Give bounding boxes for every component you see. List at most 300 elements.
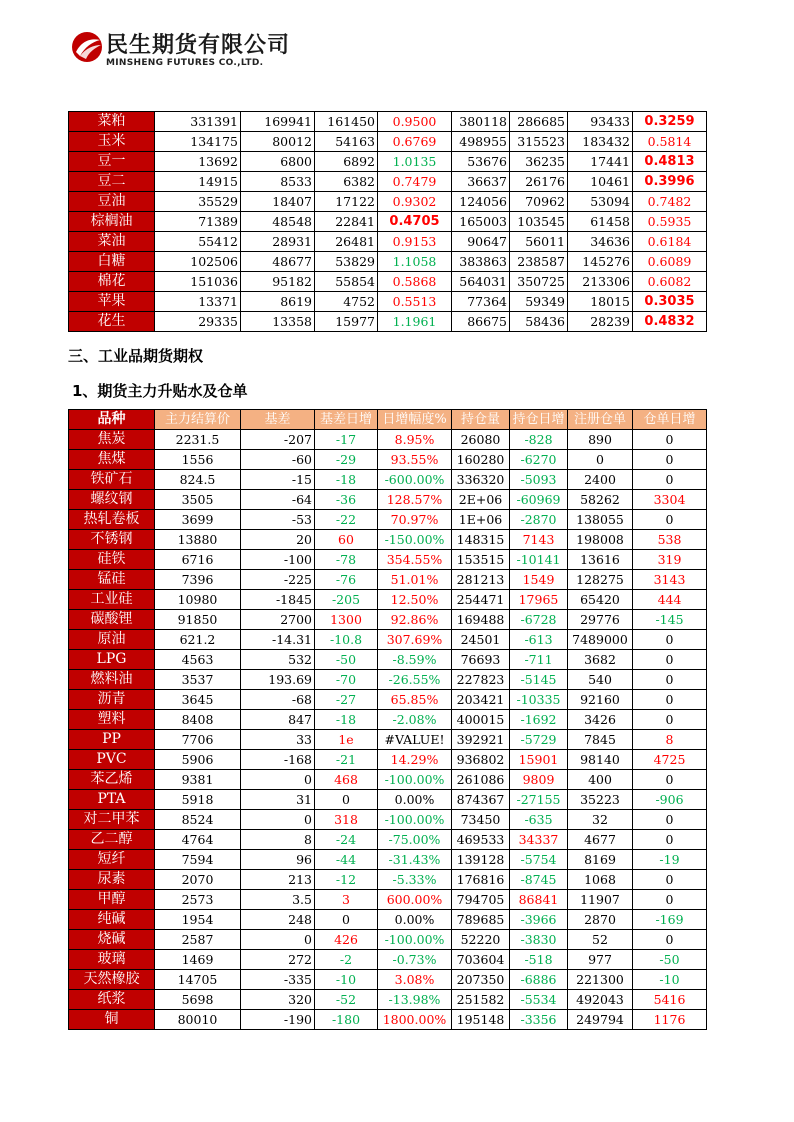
receipt-change-cell: 0 [633, 890, 707, 910]
table-row [69, 810, 707, 830]
basis-cell: -64 [241, 490, 315, 510]
table-row [69, 172, 707, 192]
pct-change-cell: 51.01% [378, 570, 452, 590]
pct-change-cell: 0.00% [378, 790, 452, 810]
basis-cell: 96 [241, 850, 315, 870]
basis-change-cell: 318 [315, 810, 378, 830]
table-row [69, 630, 707, 650]
row-label: 玉米 [69, 132, 155, 152]
basis-change-cell: 468 [315, 770, 378, 790]
warehouse-receipt-cell: 977 [568, 950, 633, 970]
settle-price-cell: 7396 [155, 570, 241, 590]
ratio-cell: 0.4705 [378, 212, 452, 232]
row-label: 玻璃 [69, 950, 155, 970]
table-row [69, 272, 707, 292]
oi-change-cell: -3830 [510, 930, 568, 950]
pct-change-cell: #VALUE! [378, 730, 452, 750]
column-header: 品种 [69, 410, 155, 430]
table-row [69, 212, 707, 232]
open-interest-cell: 336320 [452, 470, 510, 490]
ratio-cell: 0.6184 [633, 232, 707, 252]
table-cell: 238587 [510, 252, 568, 272]
basis-change-cell: -10 [315, 970, 378, 990]
table-row [69, 990, 707, 1010]
warehouse-receipt-cell: 2870 [568, 910, 633, 930]
ratio-cell: 0.5814 [633, 132, 707, 152]
column-header: 基差 [241, 410, 315, 430]
open-interest-cell: 203421 [452, 690, 510, 710]
open-interest-cell: 874367 [452, 790, 510, 810]
table-cell: 26176 [510, 172, 568, 192]
row-label: 短纤 [69, 850, 155, 870]
row-label: 沥青 [69, 690, 155, 710]
ratio-cell: 1.1961 [378, 312, 452, 332]
row-label: 豆二 [69, 172, 155, 192]
warehouse-receipt-cell: 13616 [568, 550, 633, 570]
table-row [69, 1010, 707, 1030]
pct-change-cell: -100.00% [378, 810, 452, 830]
table-cell: 53676 [452, 152, 510, 172]
receipt-change-cell: 8 [633, 730, 707, 750]
oi-change-cell: -5093 [510, 470, 568, 490]
pct-change-cell: -31.43% [378, 850, 452, 870]
pct-change-cell: 354.55% [378, 550, 452, 570]
table-cell: 151036 [155, 272, 241, 292]
table-cell: 124056 [452, 192, 510, 212]
basis-change-cell: 3 [315, 890, 378, 910]
oi-change-cell: -10141 [510, 550, 568, 570]
table-cell: 55854 [315, 272, 378, 292]
oi-change-cell: -27155 [510, 790, 568, 810]
open-interest-cell: 400015 [452, 710, 510, 730]
row-label: 纸浆 [69, 990, 155, 1010]
basis-change-cell: -44 [315, 850, 378, 870]
warehouse-receipt-cell: 890 [568, 430, 633, 450]
basis-cell: -100 [241, 550, 315, 570]
settle-price-cell: 6716 [155, 550, 241, 570]
warehouse-receipt-cell: 7489000 [568, 630, 633, 650]
basis-cell: 847 [241, 710, 315, 730]
basis-change-cell: -70 [315, 670, 378, 690]
open-interest-cell: 936802 [452, 750, 510, 770]
warehouse-receipt-cell: 98140 [568, 750, 633, 770]
table-cell: 4752 [315, 292, 378, 312]
row-label: 白糖 [69, 252, 155, 272]
pct-change-cell: -75.00% [378, 830, 452, 850]
subsection-title: 1、期货主力升贴水及仓单 [72, 382, 248, 400]
pct-change-cell: 92.86% [378, 610, 452, 630]
open-interest-cell: 251582 [452, 990, 510, 1010]
table-row [69, 730, 707, 750]
ratio-cell: 0.5513 [378, 292, 452, 312]
ratio-cell: 0.4832 [633, 312, 707, 332]
basis-change-cell: 0 [315, 910, 378, 930]
oi-change-cell: -635 [510, 810, 568, 830]
row-label: 原油 [69, 630, 155, 650]
settle-price-cell: 2587 [155, 930, 241, 950]
warehouse-receipt-cell: 92160 [568, 690, 633, 710]
open-interest-cell: 24501 [452, 630, 510, 650]
basis-cell: 0 [241, 930, 315, 950]
open-interest-cell: 169488 [452, 610, 510, 630]
receipt-change-cell: -169 [633, 910, 707, 930]
pct-change-cell: 307.69% [378, 630, 452, 650]
table-cell: 380118 [452, 112, 510, 132]
receipt-change-cell: 3304 [633, 490, 707, 510]
pct-change-cell: 65.85% [378, 690, 452, 710]
pct-change-cell: 1800.00% [378, 1010, 452, 1030]
receipt-change-cell: 0 [633, 770, 707, 790]
pct-change-cell: -26.55% [378, 670, 452, 690]
row-label: 苹果 [69, 292, 155, 312]
basis-change-cell: -50 [315, 650, 378, 670]
table-row [69, 430, 707, 450]
pct-change-cell: -100.00% [378, 770, 452, 790]
table-row [69, 850, 707, 870]
row-label: 螺纹钢 [69, 490, 155, 510]
ratio-cell: 0.5868 [378, 272, 452, 292]
settle-price-cell: 3537 [155, 670, 241, 690]
row-label: 豆一 [69, 152, 155, 172]
pct-change-cell: -600.00% [378, 470, 452, 490]
open-interest-cell: 139128 [452, 850, 510, 870]
table-row [69, 790, 707, 810]
agri-ratio-table [68, 111, 707, 332]
table-cell: 59349 [510, 292, 568, 312]
oi-change-cell: 1549 [510, 570, 568, 590]
settle-price-cell: 7594 [155, 850, 241, 870]
oi-change-cell: -6886 [510, 970, 568, 990]
table-cell: 28239 [568, 312, 633, 332]
basis-warehouse-table [68, 409, 707, 1030]
table-row [69, 930, 707, 950]
table-cell: 53829 [315, 252, 378, 272]
basis-change-cell: -205 [315, 590, 378, 610]
table-cell: 165003 [452, 212, 510, 232]
table-cell: 102506 [155, 252, 241, 272]
section-title: 三、工业品期货期权 [68, 347, 204, 365]
oi-change-cell: 34337 [510, 830, 568, 850]
receipt-change-cell: -906 [633, 790, 707, 810]
basis-change-cell: -18 [315, 710, 378, 730]
open-interest-cell: 281213 [452, 570, 510, 590]
column-header: 持仓日增 [510, 410, 568, 430]
oi-change-cell: -2870 [510, 510, 568, 530]
receipt-change-cell: -50 [633, 950, 707, 970]
row-label: 硅铁 [69, 550, 155, 570]
table-cell: 58436 [510, 312, 568, 332]
open-interest-cell: 469533 [452, 830, 510, 850]
open-interest-cell: 52220 [452, 930, 510, 950]
receipt-change-cell: 0 [633, 510, 707, 530]
row-label: 豆油 [69, 192, 155, 212]
receipt-change-cell: 0 [633, 690, 707, 710]
row-label: 棕榈油 [69, 212, 155, 232]
oi-change-cell: 15901 [510, 750, 568, 770]
table-cell: 13692 [155, 152, 241, 172]
basis-change-cell: -17 [315, 430, 378, 450]
receipt-change-cell: 3143 [633, 570, 707, 590]
ratio-cell: 0.6082 [633, 272, 707, 292]
receipt-change-cell: -10 [633, 970, 707, 990]
settle-price-cell: 5918 [155, 790, 241, 810]
row-label: 苯乙烯 [69, 770, 155, 790]
table-cell: 17441 [568, 152, 633, 172]
row-label: 乙二醇 [69, 830, 155, 850]
warehouse-receipt-cell: 65420 [568, 590, 633, 610]
row-label: 热轧卷板 [69, 510, 155, 530]
warehouse-receipt-cell: 1068 [568, 870, 633, 890]
oi-change-cell: -10335 [510, 690, 568, 710]
basis-change-cell: -21 [315, 750, 378, 770]
table-cell: 564031 [452, 272, 510, 292]
table-cell: 8533 [241, 172, 315, 192]
ratio-cell: 0.9153 [378, 232, 452, 252]
basis-cell: -190 [241, 1010, 315, 1030]
row-label: 焦煤 [69, 450, 155, 470]
table-cell: 93433 [568, 112, 633, 132]
table-row [69, 450, 707, 470]
ratio-cell: 0.4813 [633, 152, 707, 172]
row-label: 碳酸锂 [69, 610, 155, 630]
settle-price-cell: 3699 [155, 510, 241, 530]
table-row [69, 670, 707, 690]
table-row [69, 530, 707, 550]
open-interest-cell: 73450 [452, 810, 510, 830]
oi-change-cell: -5729 [510, 730, 568, 750]
pct-change-cell: 93.55% [378, 450, 452, 470]
ratio-cell: 0.7479 [378, 172, 452, 192]
oi-change-cell: -6270 [510, 450, 568, 470]
table-row [69, 890, 707, 910]
pct-change-cell: 3.08% [378, 970, 452, 990]
row-label: PVC [69, 750, 155, 770]
basis-cell: -335 [241, 970, 315, 990]
ratio-cell: 0.6769 [378, 132, 452, 152]
basis-cell: -1845 [241, 590, 315, 610]
table-cell: 286685 [510, 112, 568, 132]
oi-change-cell: -828 [510, 430, 568, 450]
receipt-change-cell: 4725 [633, 750, 707, 770]
table-cell: 383863 [452, 252, 510, 272]
oi-change-cell: 17965 [510, 590, 568, 610]
settle-price-cell: 5906 [155, 750, 241, 770]
basis-change-cell: -2 [315, 950, 378, 970]
settle-price-cell: 3645 [155, 690, 241, 710]
settle-price-cell: 80010 [155, 1010, 241, 1030]
settle-price-cell: 2573 [155, 890, 241, 910]
settle-price-cell: 8408 [155, 710, 241, 730]
warehouse-receipt-cell: 138055 [568, 510, 633, 530]
ratio-cell: 0.5935 [633, 212, 707, 232]
open-interest-cell: 794705 [452, 890, 510, 910]
warehouse-receipt-cell: 540 [568, 670, 633, 690]
table-cell: 36637 [452, 172, 510, 192]
table-cell: 6382 [315, 172, 378, 192]
settle-price-cell: 13880 [155, 530, 241, 550]
pct-change-cell: -8.59% [378, 650, 452, 670]
basis-cell: 0 [241, 810, 315, 830]
pct-change-cell: 600.00% [378, 890, 452, 910]
oi-change-cell: 9809 [510, 770, 568, 790]
table-row [69, 192, 707, 212]
pct-change-cell: -0.73% [378, 950, 452, 970]
table-row [69, 292, 707, 312]
receipt-change-cell: 444 [633, 590, 707, 610]
basis-change-cell: 0 [315, 790, 378, 810]
table-cell: 213306 [568, 272, 633, 292]
table-cell: 80012 [241, 132, 315, 152]
basis-cell: 0 [241, 770, 315, 790]
basis-cell: 31 [241, 790, 315, 810]
ratio-cell: 0.3035 [633, 292, 707, 312]
oi-change-cell: 86841 [510, 890, 568, 910]
receipt-change-cell: 0 [633, 930, 707, 950]
open-interest-cell: 207350 [452, 970, 510, 990]
receipt-change-cell: 1176 [633, 1010, 707, 1030]
warehouse-receipt-cell: 8169 [568, 850, 633, 870]
warehouse-receipt-cell: 32 [568, 810, 633, 830]
open-interest-cell: 261086 [452, 770, 510, 790]
settle-price-cell: 2231.5 [155, 430, 241, 450]
settle-price-cell: 1556 [155, 450, 241, 470]
pct-change-cell: -5.33% [378, 870, 452, 890]
table-row [69, 550, 707, 570]
settle-price-cell: 8524 [155, 810, 241, 830]
settle-price-cell: 824.5 [155, 470, 241, 490]
row-label: 塑料 [69, 710, 155, 730]
column-header: 持仓量 [452, 410, 510, 430]
row-label: 棉花 [69, 272, 155, 292]
row-label: 纯碱 [69, 910, 155, 930]
ratio-cell: 1.1058 [378, 252, 452, 272]
table-row [69, 312, 707, 332]
receipt-change-cell: 0 [633, 830, 707, 850]
row-label: 菜粕 [69, 112, 155, 132]
pct-change-cell: 14.29% [378, 750, 452, 770]
warehouse-receipt-cell: 3426 [568, 710, 633, 730]
table-cell: 315523 [510, 132, 568, 152]
row-label: 不锈钢 [69, 530, 155, 550]
open-interest-cell: 254471 [452, 590, 510, 610]
settle-price-cell: 621.2 [155, 630, 241, 650]
oi-change-cell: -3356 [510, 1010, 568, 1030]
receipt-change-cell: -145 [633, 610, 707, 630]
table-row [69, 950, 707, 970]
settle-price-cell: 3505 [155, 490, 241, 510]
warehouse-receipt-cell: 58262 [568, 490, 633, 510]
table-row [69, 690, 707, 710]
oi-change-cell: -613 [510, 630, 568, 650]
open-interest-cell: 148315 [452, 530, 510, 550]
basis-change-cell: -12 [315, 870, 378, 890]
table-cell: 13358 [241, 312, 315, 332]
warehouse-receipt-cell: 249794 [568, 1010, 633, 1030]
basis-change-cell: -76 [315, 570, 378, 590]
ratio-cell: 1.0135 [378, 152, 452, 172]
pct-change-cell: 128.57% [378, 490, 452, 510]
row-label: 甲醇 [69, 890, 155, 910]
pct-change-cell: 8.95% [378, 430, 452, 450]
oi-change-cell: -5534 [510, 990, 568, 1010]
ratio-cell: 0.9302 [378, 192, 452, 212]
row-label: PTA [69, 790, 155, 810]
basis-cell: -207 [241, 430, 315, 450]
receipt-change-cell: 5416 [633, 990, 707, 1010]
oi-change-cell: -6728 [510, 610, 568, 630]
receipt-change-cell: -19 [633, 850, 707, 870]
basis-cell: 3.5 [241, 890, 315, 910]
table-cell: 17122 [315, 192, 378, 212]
table-cell: 18407 [241, 192, 315, 212]
basis-cell: 213 [241, 870, 315, 890]
receipt-change-cell: 538 [633, 530, 707, 550]
oi-change-cell: -60969 [510, 490, 568, 510]
table-cell: 498955 [452, 132, 510, 152]
row-label: 对二甲苯 [69, 810, 155, 830]
table-row [69, 132, 707, 152]
basis-cell: 2700 [241, 610, 315, 630]
warehouse-receipt-cell: 7845 [568, 730, 633, 750]
column-header: 注册仓单 [568, 410, 633, 430]
table-cell: 26481 [315, 232, 378, 252]
table-row [69, 490, 707, 510]
warehouse-receipt-cell: 4677 [568, 830, 633, 850]
warehouse-receipt-cell: 128275 [568, 570, 633, 590]
table-cell: 183432 [568, 132, 633, 152]
table-cell: 29335 [155, 312, 241, 332]
table-cell: 13371 [155, 292, 241, 312]
table-row [69, 112, 707, 132]
open-interest-cell: 26080 [452, 430, 510, 450]
table-row [69, 570, 707, 590]
basis-cell: 8 [241, 830, 315, 850]
receipt-change-cell: 0 [633, 450, 707, 470]
table-row [69, 252, 707, 272]
ratio-cell: 0.3996 [633, 172, 707, 192]
ratio-cell: 0.7482 [633, 192, 707, 212]
row-label: 烧碱 [69, 930, 155, 950]
table-cell: 53094 [568, 192, 633, 212]
basis-cell: -14.31 [241, 630, 315, 650]
row-label: 焦炭 [69, 430, 155, 450]
basis-change-cell: -24 [315, 830, 378, 850]
table-row [69, 470, 707, 490]
open-interest-cell: 227823 [452, 670, 510, 690]
table-cell: 56011 [510, 232, 568, 252]
pct-change-cell: 0.00% [378, 910, 452, 930]
table-row [69, 970, 707, 990]
row-label: 锰硅 [69, 570, 155, 590]
basis-cell: 532 [241, 650, 315, 670]
warehouse-receipt-cell: 2400 [568, 470, 633, 490]
ratio-cell: 0.6089 [633, 252, 707, 272]
table-cell: 161450 [315, 112, 378, 132]
basis-change-cell: -29 [315, 450, 378, 470]
basis-change-cell: 1e [315, 730, 378, 750]
table-row [69, 610, 707, 630]
table-cell: 70962 [510, 192, 568, 212]
receipt-change-cell: 0 [633, 650, 707, 670]
table-row [69, 710, 707, 730]
oi-change-cell: -5754 [510, 850, 568, 870]
table-cell: 48677 [241, 252, 315, 272]
table-cell: 95182 [241, 272, 315, 292]
pct-change-cell: -100.00% [378, 930, 452, 950]
basis-change-cell: 426 [315, 930, 378, 950]
table-row [69, 870, 707, 890]
basis-cell: 272 [241, 950, 315, 970]
